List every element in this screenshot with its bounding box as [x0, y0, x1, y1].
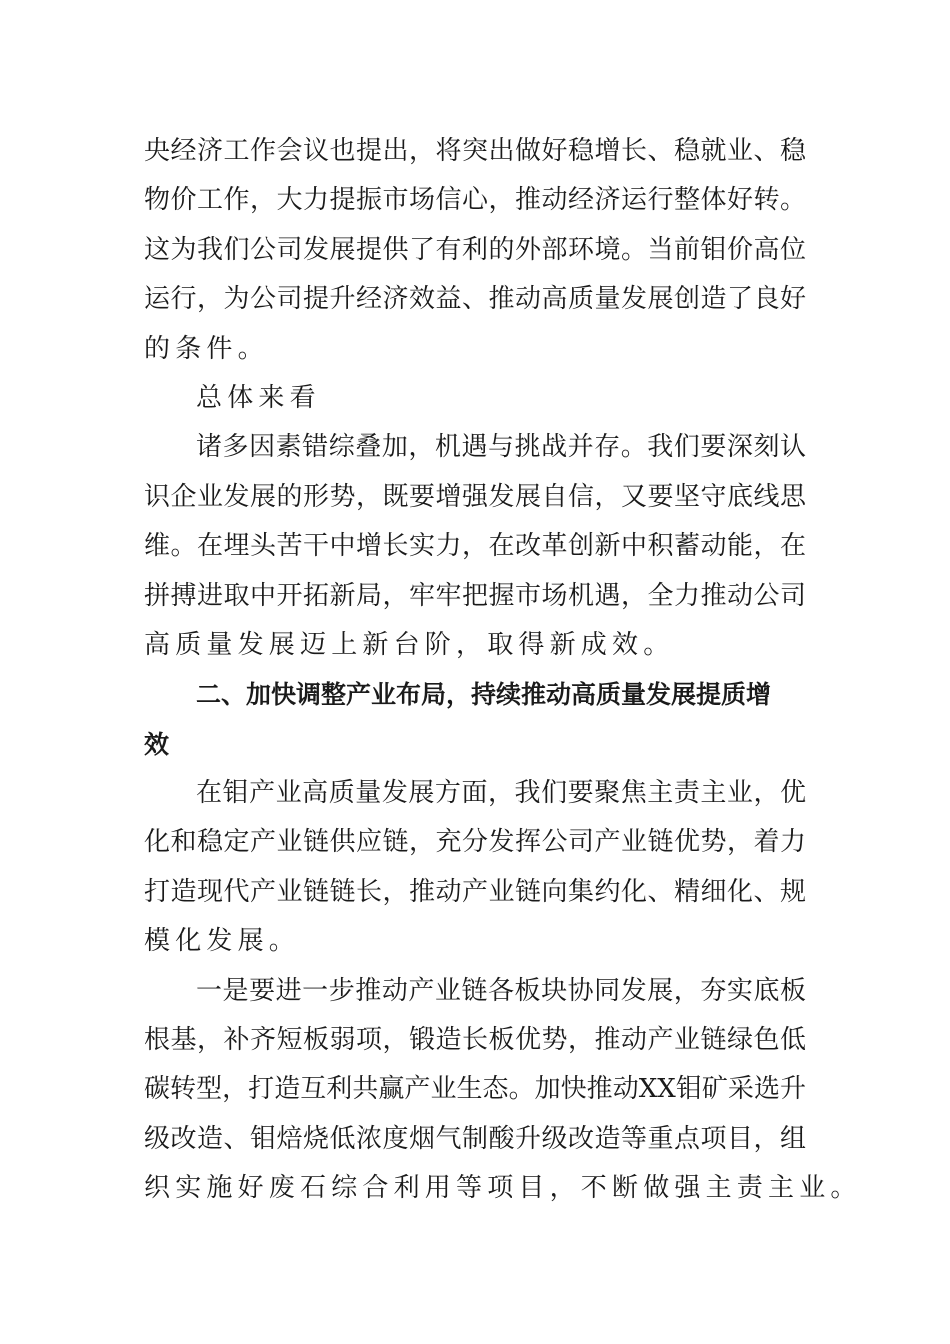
- text-line: 级改造、钼焙烧低浓度烟气制酸升级改造等重点项目，组: [144, 1123, 806, 1154]
- paragraph: [144, 423, 806, 670]
- text-line: 高质量发展迈上新台阶，取得新成效。: [144, 629, 675, 660]
- subheading-text: 总体来看: [196, 382, 321, 413]
- document-body: [144, 127, 862, 1214]
- text-line: 运行，为公司提升经济效益、推动高质量发展创造了良好: [144, 284, 806, 315]
- text-line: 维。在埋头苦干中增长实力，在改革创新中积蓄动能，在: [144, 531, 806, 562]
- paragraph: [144, 769, 806, 967]
- text-line: 碳转型，打造互利共赢产业生态。加快推动XX钼矿采选升: [144, 1074, 806, 1105]
- text-line: 识企业发展的形势，既要增强发展自信，又要坚守底线思: [144, 481, 806, 512]
- subheading: [144, 374, 806, 423]
- text-line: 打造现代产业链链长，推动产业链向集约化、精细化、规: [144, 876, 806, 907]
- text-line: 物价工作，大力提振市场信心，推动经济运行整体好转。: [144, 185, 806, 216]
- text-line: 一是要进一步推动产业链各板块协同发展，夯实底板: [196, 975, 806, 1006]
- text-line: 化和稳定产业链供应链，充分发挥公司产业链优势，着力: [144, 827, 806, 858]
- text-line: 这为我们公司发展提供了有利的外部环境。当前钼价高位: [144, 234, 806, 265]
- text-line: 央经济工作会议也提出，将突出做好稳增长、稳就业、稳: [144, 136, 806, 166]
- text-line: 拼搏进取中开拓新局，牢牢把握市场机遇，全力推动公司: [144, 580, 806, 611]
- paragraph: [144, 127, 806, 374]
- section-heading: [144, 670, 806, 769]
- text-line: 的条件。: [144, 333, 269, 364]
- section-heading-line: 二、加快调整产业布局，持续推动高质量发展提质增: [196, 680, 772, 710]
- paragraph: [144, 967, 862, 1214]
- text-line: 在钼产业高质量发展方面，我们要聚焦主责主业，优: [196, 778, 806, 809]
- text-line: 模化发展。: [144, 926, 301, 957]
- section-heading-line: 效: [144, 729, 170, 759]
- text-line: 根基，补齐短板弱项，锻造长板优势，推动产业链绿色低: [144, 1025, 806, 1056]
- text-line: 织实施好废石综合利用等项目，不断做强主责主业。: [144, 1173, 862, 1204]
- text-line: 诸多因素错综叠加，机遇与挑战并存。我们要深刻认: [196, 432, 806, 463]
